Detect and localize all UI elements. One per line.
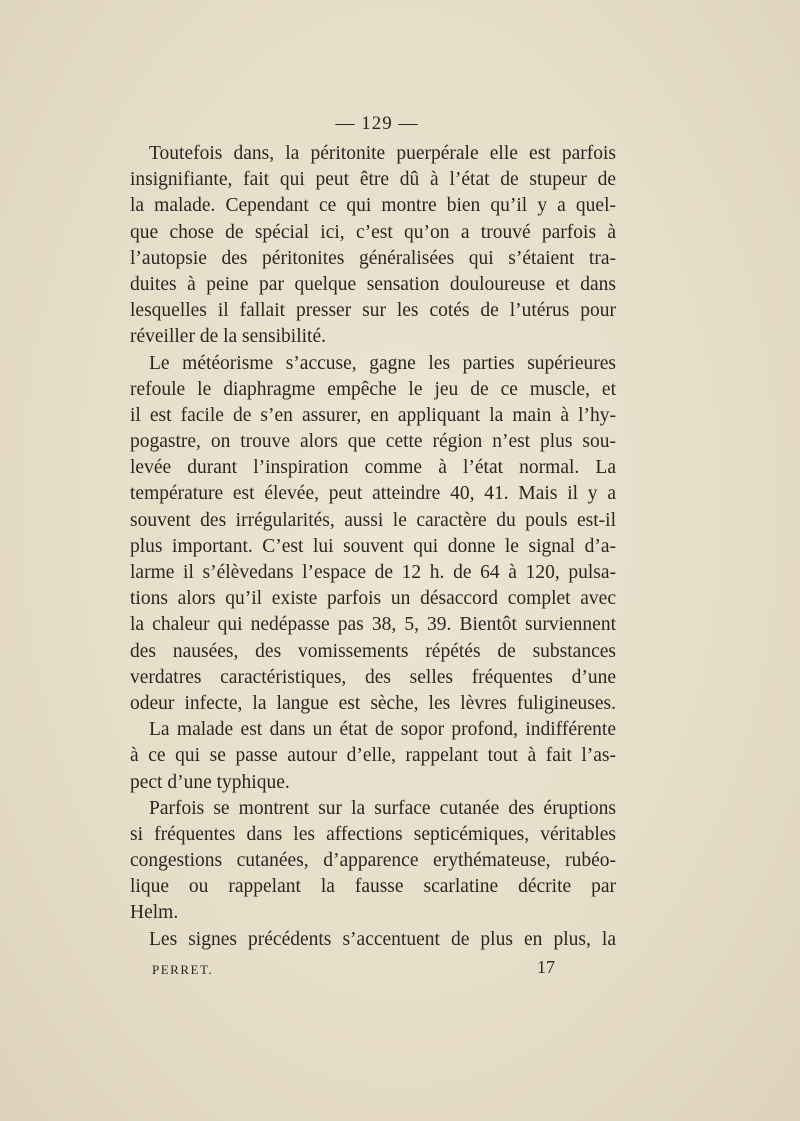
body-text	[130, 141, 616, 953]
text-line: si fréquentes dans les affections septicémiques, véritables	[130, 823, 616, 845]
text-line: réveiller de la sensibilité.	[130, 326, 327, 348]
text-line: levée durant l’inspiration comme à l’état normal. La	[130, 457, 616, 479]
text-line: pogastre, on trouve alors que cette région n’est plus sou-	[130, 431, 616, 453]
paragraph	[130, 927, 616, 953]
text-line: lesquelles il fallait presser sur les cotés de l’utérus pour	[130, 300, 616, 322]
text-line: la malade. Cependant ce qui montre bien qu’il y a quel-	[130, 195, 616, 217]
text-line: tions alors qu’il existe parfois un désaccord complet avec	[130, 588, 616, 610]
text-line: Helm.	[130, 902, 179, 924]
text-line: plus important. C’est lui souvent qui donne le signal d’a-	[130, 535, 616, 557]
signature-mark: PERRET.	[152, 962, 214, 977]
text-line: verdatres caractéristiques, des selles fréquentes d’une	[130, 666, 616, 688]
text-line: que chose de spécial ici, c’est qu’on a trouvé parfois à	[130, 221, 616, 243]
text-line: Les signes précédents s’accentuent de plus en plus, la	[149, 928, 616, 950]
text-line: congestions cutanées, d’apparence erythémateuse, rubéo-	[130, 850, 616, 872]
paragraph	[130, 141, 616, 351]
page-number: — 129 —	[335, 113, 419, 134]
text-line: pect d’une typhique.	[130, 771, 290, 793]
text-line: lique ou rappelant la fausse scarlatine décrite par	[130, 876, 616, 898]
text-line: l’autopsie des péritonites généralisées qui s’étaient tra-	[130, 247, 616, 269]
text-line: Parfois se montrent sur la surface cutanée des éruptions	[149, 797, 616, 819]
text-line: odeur infecte, la langue est sèche, les lèvres fuligineuses.	[130, 692, 616, 714]
text-line: la chaleur qui nedépasse pas 38, 5, 39. Bientôt surviennent	[130, 614, 616, 636]
text-line: souvent des irrégularités, aussi le caractère du pouls est-il	[130, 509, 616, 531]
text-line: température est élevée, peut atteindre 40, 41. Mais il y a	[130, 483, 616, 505]
paragraph	[130, 796, 616, 927]
text-line: duites à peine par quelque sensation douloureuse et dans	[130, 273, 616, 295]
text-line: refoule le diaphragme empêche le jeu de ce muscle, et	[130, 378, 616, 400]
paragraph	[130, 351, 616, 718]
paragraph	[130, 717, 616, 796]
text-line: La malade est dans un état de sopor profond, indifférente	[149, 719, 616, 741]
text-line: à ce qui se passe autour d’elle, rappelant tout à fait l’as-	[130, 745, 616, 767]
text-line: insignifiante, fait qui peut être dû à l’état de stupeur de	[130, 169, 616, 191]
text-line: il est facile de s’en assurer, en appliquant la main à l’hy-	[130, 404, 616, 426]
text-line: larme il s’élèvedans l’espace de 12 h. de 64 à 120, pulsa-	[130, 562, 616, 583]
text-line: des nausées, des vomissements répétés de substances	[130, 640, 616, 662]
text-line: Le météorisme s’accuse, gagne les parties supérieures	[149, 352, 616, 374]
text-line: Toutefois dans, la péritonite puerpérale elle est parfois	[149, 143, 616, 164]
sheet-number: 17	[537, 957, 555, 977]
